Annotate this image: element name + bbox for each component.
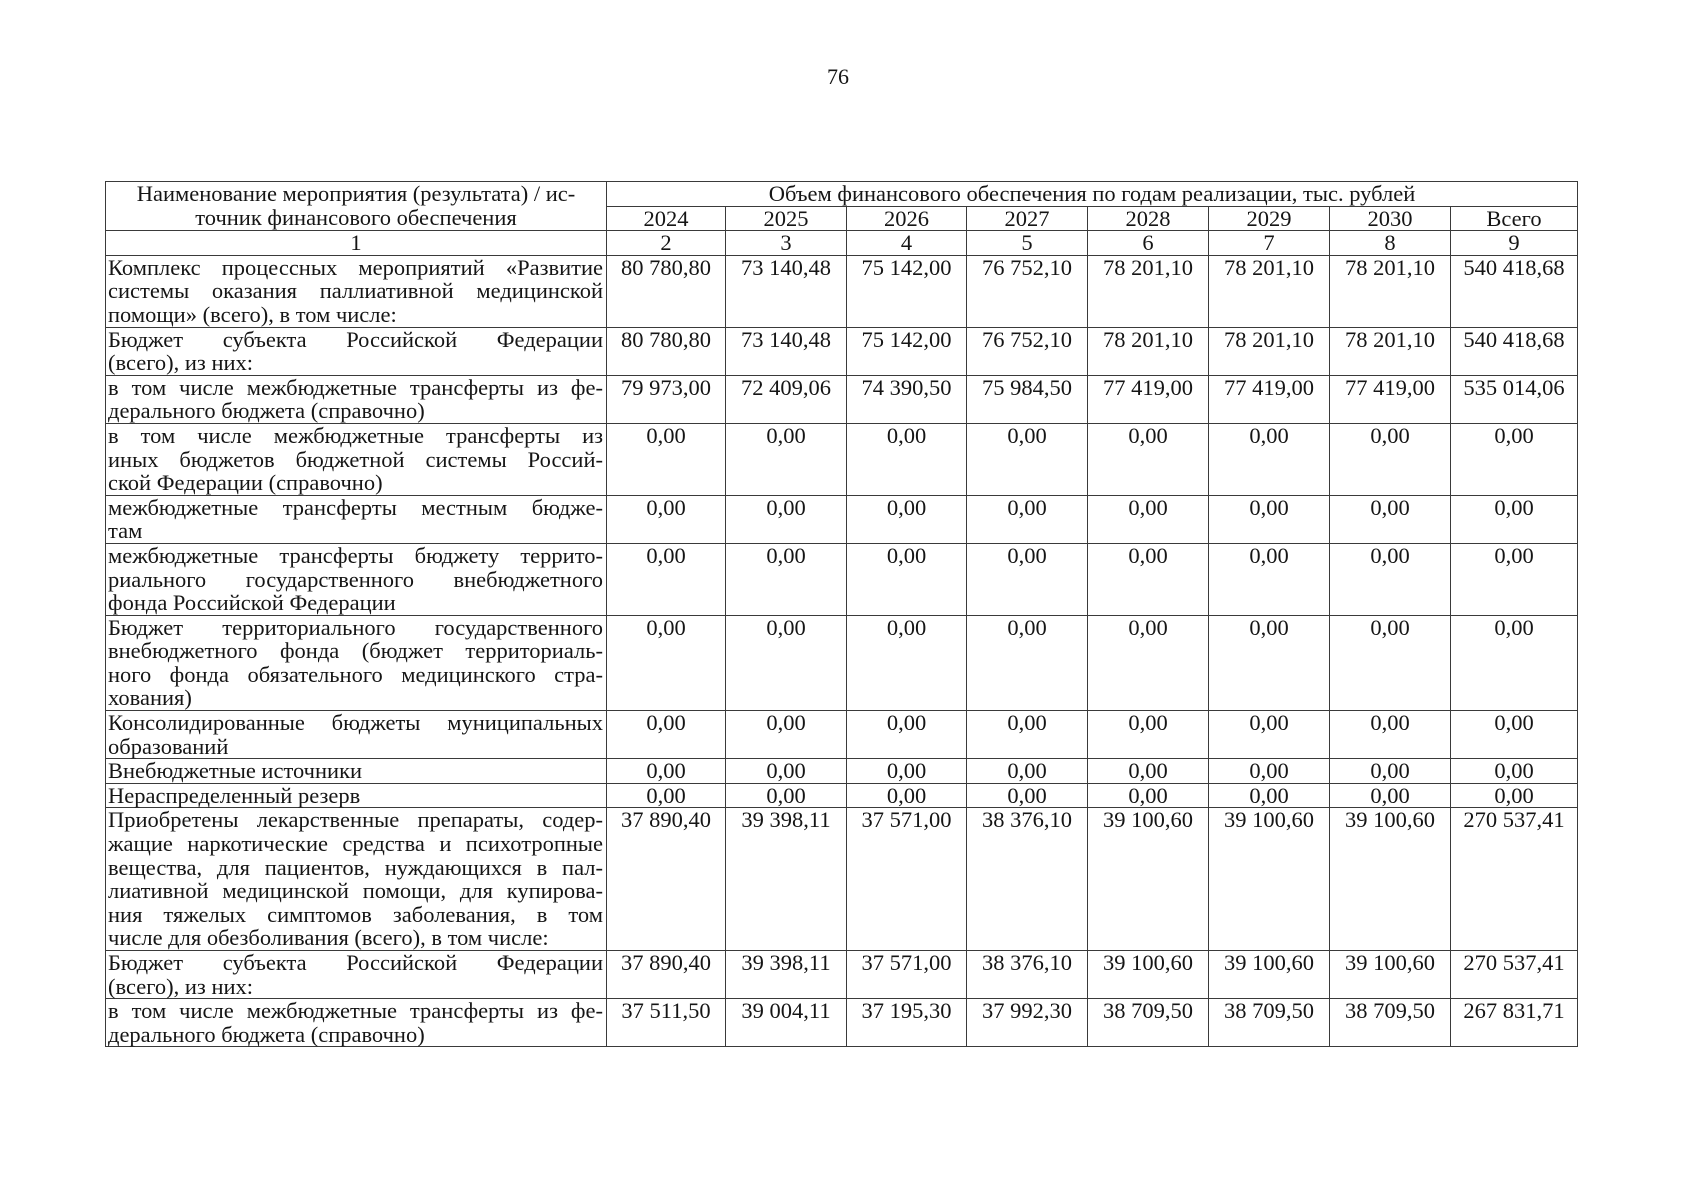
row-name-line: вещества, для пациентов, нуждающихся в пал- (108, 854, 603, 880)
year-value-cell: 0,00 (847, 543, 967, 615)
column-number: 2 (607, 231, 726, 256)
row-name-cell (106, 495, 607, 543)
year-value-cell: 39 100,60 (1209, 951, 1330, 999)
year-value-cell: 0,00 (726, 495, 847, 543)
year-value-cell: 0,00 (726, 711, 847, 759)
total-value-cell: 270 537,41 (1451, 951, 1578, 999)
year-value-cell: 0,00 (1209, 783, 1330, 808)
row-name-cell (106, 999, 607, 1047)
table-row (106, 495, 1578, 543)
year-value-cell: 37 195,30 (847, 999, 967, 1047)
row-name-line: в том числе межбюджетные трансферты из (108, 422, 603, 448)
year-value-cell: 79 973,00 (607, 375, 726, 423)
year-value-cell: 0,00 (726, 759, 847, 784)
year-value-cell: 75 142,00 (847, 255, 967, 327)
year-value-cell: 39 100,60 (1330, 808, 1451, 951)
year-value-cell: 0,00 (607, 615, 726, 710)
row-name-line: дерального бюджета (справочно) (108, 398, 425, 424)
year-value-cell: 77 419,00 (1088, 375, 1209, 423)
header-year: 2024 (607, 206, 726, 231)
year-value-cell: 0,00 (967, 543, 1088, 615)
table-row (106, 808, 1578, 951)
table-column-numbers-row (106, 231, 1578, 256)
row-name-line: Внебюджетные источники (108, 758, 363, 784)
year-value-cell: 0,00 (726, 783, 847, 808)
year-value-cell: 38 376,10 (967, 951, 1088, 999)
table-row (106, 375, 1578, 423)
year-value-cell: 0,00 (726, 423, 847, 495)
header-name-column (106, 182, 607, 231)
row-name-line: в том числе межбюджетные трансферты из фе- (108, 374, 603, 400)
year-value-cell: 39 100,60 (1088, 808, 1209, 951)
header-year: 2026 (847, 206, 967, 231)
row-name-cell (106, 423, 607, 495)
year-value-cell: 39 398,11 (726, 808, 847, 951)
year-value-cell: 0,00 (1330, 495, 1451, 543)
year-value-cell: 0,00 (847, 711, 967, 759)
header-year: 2030 (1330, 206, 1451, 231)
row-name-cell (106, 759, 607, 784)
row-name-line: (всего), из них: (108, 973, 254, 999)
row-name-line: фонда Российской Федерации (108, 590, 396, 616)
header-name-line: Наименование мероприятия (результата) / ис- (136, 181, 576, 206)
year-value-cell: 0,00 (607, 495, 726, 543)
column-number: 6 (1088, 231, 1209, 256)
total-value-cell: 0,00 (1451, 423, 1578, 495)
table-row (106, 783, 1578, 808)
total-value-cell: 0,00 (1451, 615, 1578, 710)
year-value-cell: 0,00 (1330, 759, 1451, 784)
row-name-cell (106, 783, 607, 808)
table-row (106, 327, 1578, 375)
row-name-line: межбюджетные трансферты местным бюдже- (108, 494, 603, 520)
year-value-cell: 39 398,11 (726, 951, 847, 999)
year-value-cell: 0,00 (1088, 615, 1209, 710)
row-name-line: Консолидированные бюджеты муниципальных (108, 710, 603, 736)
year-value-cell: 78 201,10 (1209, 255, 1330, 327)
row-name-line: ного фонда обязательного медицинского стра- (108, 661, 603, 687)
row-name-line: дерального бюджета (справочно) (108, 1021, 425, 1047)
row-name-line: хования) (108, 685, 192, 711)
year-value-cell: 0,00 (1088, 495, 1209, 543)
total-value-cell: 0,00 (1451, 783, 1578, 808)
column-number: 1 (106, 231, 607, 256)
year-value-cell: 0,00 (847, 783, 967, 808)
funding-table (105, 181, 1578, 1047)
row-name-cell (106, 711, 607, 759)
year-value-cell: 0,00 (967, 711, 1088, 759)
row-name-line: Комплекс процессных мероприятий «Развитие (108, 254, 603, 280)
row-name-line: там (108, 518, 143, 544)
row-name-line: Бюджет субъекта Российской Федерации (108, 326, 603, 352)
year-value-cell: 37 890,40 (607, 808, 726, 951)
total-value-cell: 0,00 (1451, 711, 1578, 759)
year-value-cell: 80 780,80 (607, 255, 726, 327)
year-value-cell: 78 201,10 (1088, 255, 1209, 327)
year-value-cell: 80 780,80 (607, 327, 726, 375)
year-value-cell: 0,00 (967, 759, 1088, 784)
year-value-cell: 0,00 (1330, 615, 1451, 710)
total-value-cell: 540 418,68 (1451, 255, 1578, 327)
year-value-cell: 38 709,50 (1088, 999, 1209, 1047)
header-funding-title: Объем финансового обеспечения по годам реализации, тыс. рублей (607, 182, 1578, 207)
table-row (106, 951, 1578, 999)
year-value-cell: 78 201,10 (1088, 327, 1209, 375)
year-value-cell: 72 409,06 (726, 375, 847, 423)
column-number: 8 (1330, 231, 1451, 256)
year-value-cell: 0,00 (607, 783, 726, 808)
table-row (106, 999, 1578, 1047)
row-name-line: Приобретены лекарственные препараты, содер- (108, 807, 603, 833)
year-value-cell: 0,00 (726, 543, 847, 615)
row-name-cell (106, 615, 607, 710)
total-value-cell: 0,00 (1451, 543, 1578, 615)
year-value-cell: 73 140,48 (726, 327, 847, 375)
year-value-cell: 76 752,10 (967, 255, 1088, 327)
year-value-cell: 38 376,10 (967, 808, 1088, 951)
row-name-line: жащие наркотические средства и психотропные (108, 831, 603, 857)
year-value-cell: 0,00 (607, 711, 726, 759)
year-value-cell: 0,00 (1088, 543, 1209, 615)
year-value-cell: 0,00 (967, 423, 1088, 495)
row-name-line: ской Федерации (справочно) (108, 470, 383, 496)
table-body (106, 255, 1578, 1047)
total-value-cell: 0,00 (1451, 759, 1578, 784)
year-value-cell: 0,00 (1209, 495, 1330, 543)
year-value-cell: 0,00 (1209, 711, 1330, 759)
year-value-cell: 0,00 (1088, 423, 1209, 495)
year-value-cell: 39 004,11 (726, 999, 847, 1047)
table-row (106, 615, 1578, 710)
year-value-cell: 0,00 (726, 615, 847, 710)
year-value-cell: 37 992,30 (967, 999, 1088, 1047)
total-value-cell: 267 831,71 (1451, 999, 1578, 1047)
column-number: 5 (967, 231, 1088, 256)
row-name-line: помощи» (всего), в том числе: (108, 301, 397, 327)
year-value-cell: 38 709,50 (1330, 999, 1451, 1047)
year-value-cell: 39 100,60 (1209, 808, 1330, 951)
year-value-cell: 74 390,50 (847, 375, 967, 423)
header-year: 2029 (1209, 206, 1330, 231)
year-value-cell: 0,00 (1330, 423, 1451, 495)
year-value-cell: 37 890,40 (607, 951, 726, 999)
column-number: 3 (726, 231, 847, 256)
row-name-line: риального государственного внебюджетного (108, 566, 603, 592)
row-name-line: (всего), из них: (108, 350, 254, 376)
year-value-cell: 38 709,50 (1209, 999, 1330, 1047)
row-name-line: Бюджет субъекта Российской Федерации (108, 950, 603, 975)
row-name-cell (106, 543, 607, 615)
row-name-line: Бюджет территориального государственного (108, 614, 603, 640)
header-year: 2028 (1088, 206, 1209, 231)
year-value-cell: 0,00 (1330, 783, 1451, 808)
year-value-cell: 78 201,10 (1330, 327, 1451, 375)
row-name-line: системы оказания паллиативной медицинской (108, 278, 603, 304)
year-value-cell: 75 142,00 (847, 327, 967, 375)
year-value-cell: 0,00 (847, 615, 967, 710)
year-value-cell: 0,00 (607, 759, 726, 784)
row-name-cell (106, 327, 607, 375)
table-row (106, 255, 1578, 327)
year-value-cell: 0,00 (847, 759, 967, 784)
year-value-cell: 75 984,50 (967, 375, 1088, 423)
year-value-cell: 77 419,00 (1330, 375, 1451, 423)
year-value-cell: 39 100,60 (1330, 951, 1451, 999)
year-value-cell: 77 419,00 (1209, 375, 1330, 423)
year-value-cell: 0,00 (967, 615, 1088, 710)
year-value-cell: 78 201,10 (1209, 327, 1330, 375)
header-name-line: точник финансового обеспечения (195, 204, 517, 230)
row-name-cell (106, 375, 607, 423)
table-row (106, 759, 1578, 784)
year-value-cell: 0,00 (607, 543, 726, 615)
row-name-line: в том числе межбюджетные трансферты из фе- (108, 998, 603, 1024)
column-number: 4 (847, 231, 967, 256)
row-name-line: числе для обезболивания (всего), в том числе: (108, 925, 549, 951)
table-row (106, 711, 1578, 759)
row-name-line: образований (108, 733, 229, 759)
year-value-cell: 0,00 (967, 783, 1088, 808)
column-number: 9 (1451, 231, 1578, 256)
row-name-line: ния тяжелых симптомов заболевания, в том (108, 901, 603, 927)
header-year: 2027 (967, 206, 1088, 231)
table-row (106, 423, 1578, 495)
year-value-cell: 0,00 (1209, 615, 1330, 710)
year-value-cell: 0,00 (1209, 423, 1330, 495)
total-value-cell: 0,00 (1451, 495, 1578, 543)
year-value-cell: 37 571,00 (847, 808, 967, 951)
row-name-cell (106, 808, 607, 951)
total-value-cell: 540 418,68 (1451, 327, 1578, 375)
header-year: 2025 (726, 206, 847, 231)
row-name-line: внебюджетного фонда (бюджет территориаль- (108, 638, 603, 664)
table-header-row (106, 182, 1578, 207)
row-name-line: Нераспределенный резерв (108, 782, 361, 808)
year-value-cell: 39 100,60 (1088, 951, 1209, 999)
year-value-cell: 0,00 (1088, 783, 1209, 808)
header-total: Всего (1451, 206, 1578, 231)
year-value-cell: 73 140,48 (726, 255, 847, 327)
year-value-cell: 37 571,00 (847, 951, 967, 999)
page-number: 76 (827, 64, 849, 89)
year-value-cell: 0,00 (847, 495, 967, 543)
row-name-line: иных бюджетов бюджетной системы Россий- (108, 446, 603, 472)
year-value-cell: 76 752,10 (967, 327, 1088, 375)
year-value-cell: 0,00 (847, 423, 967, 495)
row-name-cell (106, 255, 607, 327)
year-value-cell: 0,00 (1209, 543, 1330, 615)
year-value-cell: 37 511,50 (607, 999, 726, 1047)
year-value-cell: 0,00 (1209, 759, 1330, 784)
row-name-line: межбюджетные трансферты бюджету террито- (108, 542, 603, 568)
total-value-cell: 535 014,06 (1451, 375, 1578, 423)
year-value-cell: 0,00 (1088, 711, 1209, 759)
row-name-line: лиативной медицинской помощи, для купирова- (108, 878, 603, 904)
table-row (106, 543, 1578, 615)
year-value-cell: 0,00 (967, 495, 1088, 543)
total-value-cell: 270 537,41 (1451, 808, 1578, 951)
year-value-cell: 78 201,10 (1330, 255, 1451, 327)
year-value-cell: 0,00 (607, 423, 726, 495)
row-name-cell (106, 951, 607, 999)
year-value-cell: 0,00 (1330, 711, 1451, 759)
year-value-cell: 0,00 (1330, 543, 1451, 615)
year-value-cell: 0,00 (1088, 759, 1209, 784)
column-number: 7 (1209, 231, 1330, 256)
